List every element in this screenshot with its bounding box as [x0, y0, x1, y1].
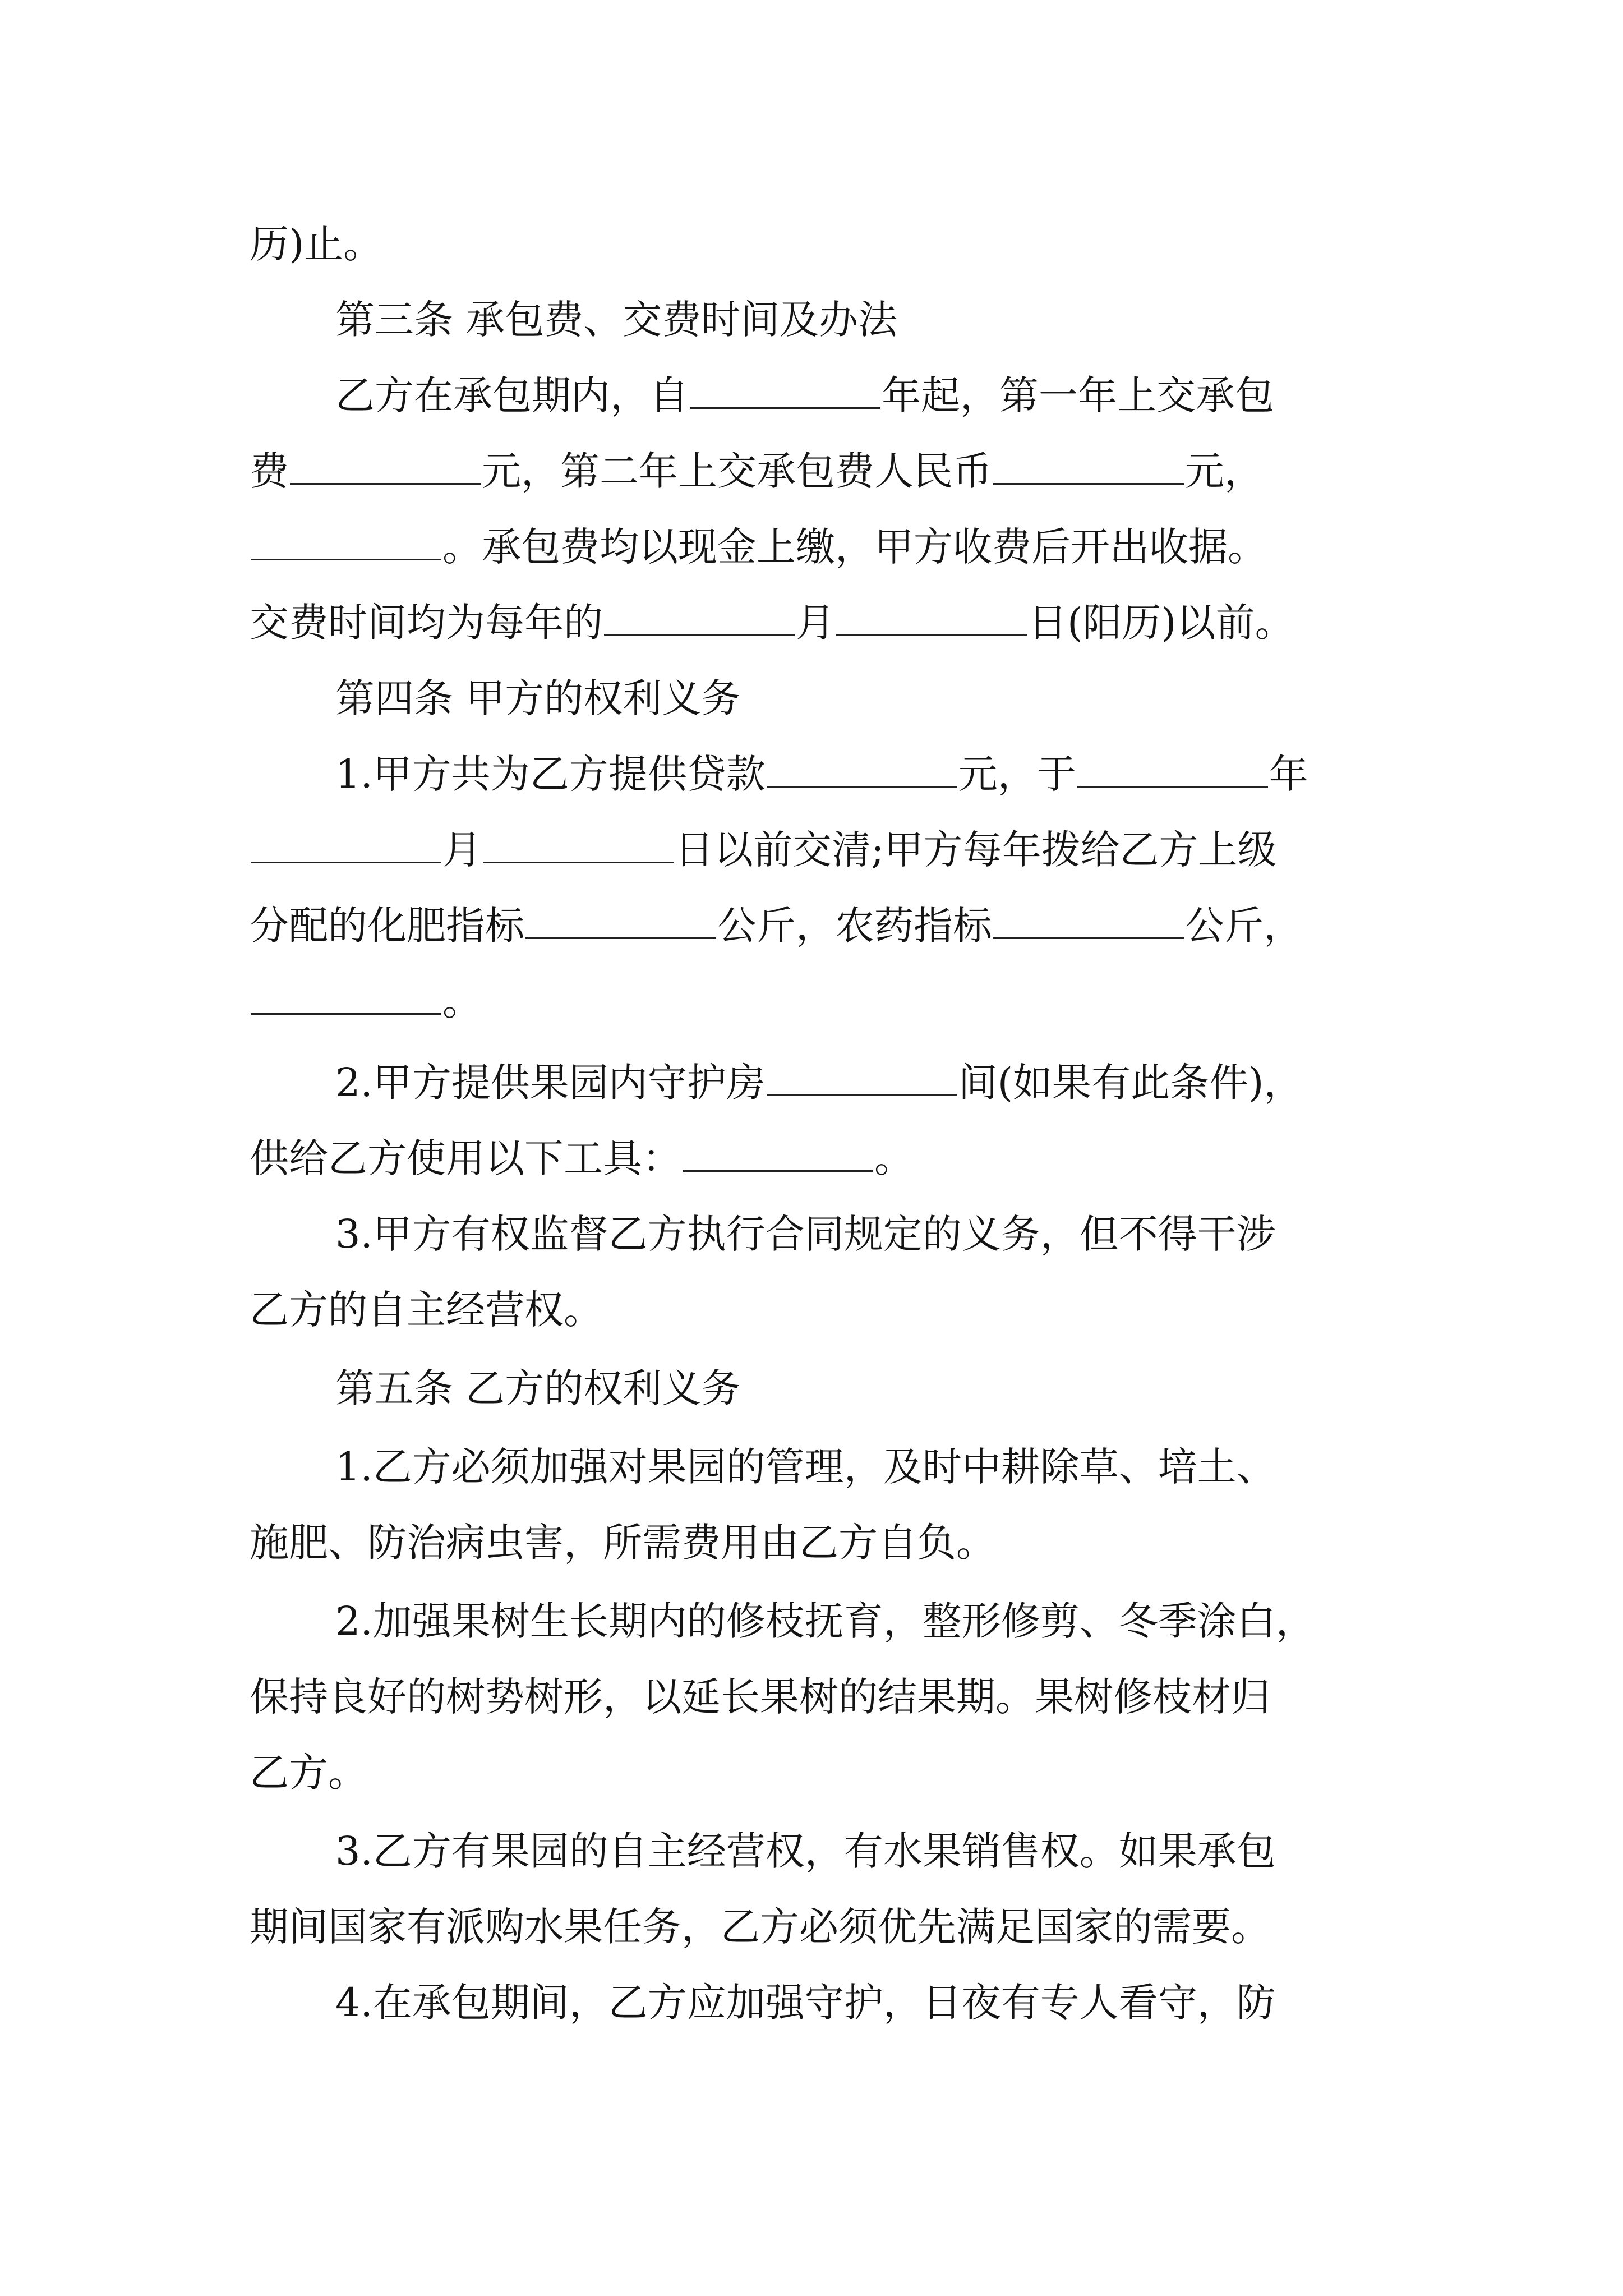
text-segment: 月 [796, 600, 835, 646]
text-segment: 。 [442, 978, 482, 1024]
text-line [335, 367, 1479, 424]
text-segment: 。 [874, 1135, 914, 1181]
text-segment: 乙方的自主经营权。 [250, 1287, 603, 1333]
text-line [250, 1745, 1394, 1801]
text-segment: 交费时间均为每年的 [250, 600, 603, 646]
text-segment: 施肥、防治病虫害，所需费用由乙方自负。 [250, 1520, 995, 1566]
text-line [250, 443, 1394, 499]
blank-fill-line [251, 525, 441, 560]
text-segment: 2.加强果树生长期内的修枝抚育，整形修剪、冬季涂白， [335, 1598, 1315, 1644]
text-segment: 3.乙方有果园的自主经营权，有水果销售权。如果承包 [335, 1828, 1276, 1874]
blank-fill-line [690, 374, 880, 409]
text-segment: 。承包费均以现金上缴，甲方收费后开出收据。 [442, 524, 1267, 570]
text-line [335, 1206, 1479, 1262]
text-line [335, 1823, 1479, 1879]
text-segment: 4.在承包期间，乙方应加强守护，日夜有专人看守，防 [335, 1980, 1276, 2026]
text-segment: 乙方。 [250, 1750, 367, 1796]
text-segment: 费 [250, 448, 289, 494]
text-line [335, 1975, 1479, 2031]
text-segment: 公斤， [1185, 903, 1303, 949]
text-segment: 日(阳历)以前。 [1028, 600, 1294, 646]
text-line [250, 1515, 1394, 1571]
blank-fill-line [251, 828, 441, 863]
text-line [250, 1669, 1394, 1725]
text-line [335, 746, 1479, 802]
text-line [250, 898, 1394, 954]
blank-fill-line [767, 752, 957, 788]
text-segment: 年 [1269, 751, 1308, 797]
text-line [250, 519, 1394, 575]
blank-fill-line [683, 1137, 873, 1172]
text-segment: 元，第二年上交承包费人民币 [482, 448, 992, 494]
blank-fill-line [767, 1061, 957, 1096]
text-line [250, 1130, 1394, 1186]
text-segment: 元，于 [958, 751, 1076, 797]
text-segment: 3.甲方有权监督乙方执行合同规定的义务，但不得干涉 [335, 1211, 1276, 1257]
text-segment: 2.甲方提供果园内守护房 [335, 1060, 766, 1106]
text-segment: 供给乙方使用以下工具： [250, 1135, 681, 1181]
blank-fill-line [290, 449, 481, 485]
text-segment: 年起，第一年上交承包 [882, 372, 1274, 418]
text-line [250, 1899, 1394, 1955]
text-segment: 保持良好的树势树形，以延长果树的结果期。果树修枝材归 [250, 1674, 1270, 1720]
text-segment: 分配的化肥指标 [250, 903, 524, 949]
blank-fill-line [525, 904, 716, 939]
blank-fill-line [993, 449, 1184, 485]
text-segment: 1.甲方共为乙方提供贷款 [335, 751, 766, 797]
text-line [250, 1282, 1394, 1338]
blank-fill-line [604, 601, 795, 636]
blank-fill-line [1077, 752, 1268, 788]
blank-fill-line [993, 904, 1184, 939]
text-segment: 月 [442, 827, 482, 873]
text-segment: 历)止。 [250, 221, 383, 267]
heading-text: 第三条 承包费、交费时间及办法 [335, 297, 898, 343]
text-segment: 1.乙方必须加强对果园的管理，及时中耕除草、培土、 [335, 1444, 1276, 1490]
text-line [250, 822, 1394, 878]
blank-fill-line [251, 979, 441, 1015]
text-line-continuation [250, 216, 1394, 272]
text-line [250, 973, 1394, 1029]
text-line [335, 1055, 1479, 1111]
text-segment: 元， [1185, 448, 1264, 494]
text-segment: 日以前交清;甲方每年拨给乙方上级 [675, 827, 1277, 873]
text-segment: 期间国家有派购水果任务，乙方必须优先满足国家的需要。 [250, 1904, 1270, 1950]
blank-fill-line [836, 601, 1027, 636]
heading-text: 第五条 乙方的权利义务 [335, 1365, 741, 1411]
blank-fill-line [483, 828, 674, 863]
heading-text: 第四条 甲方的权利义务 [335, 675, 741, 721]
text-line [335, 1439, 1479, 1495]
text-segment: 间(如果有此条件)， [958, 1060, 1303, 1106]
article-5-heading [335, 1360, 1479, 1416]
article-4-heading [335, 670, 1479, 726]
text-segment: 乙方在承包期内，自 [335, 372, 689, 418]
text-line [335, 1593, 1479, 1649]
text-line [250, 595, 1394, 651]
article-3-heading [335, 292, 1479, 348]
text-segment: 公斤，农药指标 [717, 903, 992, 949]
